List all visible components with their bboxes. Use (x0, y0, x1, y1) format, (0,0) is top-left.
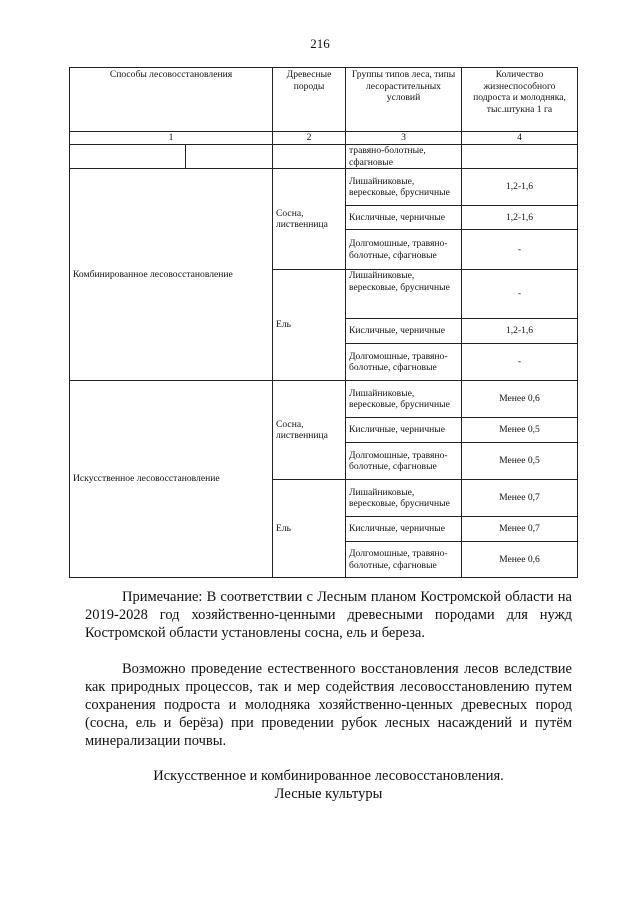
quantity-cell: 1,2-1,6 (462, 169, 578, 206)
section-title-line-1: Искусственное и комбинированное лесовосстановления. (153, 768, 504, 784)
table-row (70, 381, 578, 418)
table-note: Примечание: В соответствии с Лесным планом Костромской области на 2019-2028 год хозяйственно-ценными древесными породами для нужд Костромской области установлены сосна, ель и береза. (85, 589, 572, 641)
forest-type-cell: Кисличные, черничные (346, 517, 462, 542)
body-paragraph: Возможно проведение естественного восстановления лесов вследствие как природных процессов, так и мер содействия лесовосстановлению путем сохранения подроста и молодняка хозяйственно-ценных древесных пород (сосна, ель и берёза) при проведении рубок лесных насаждений и путём минерализации почвы. (85, 661, 572, 749)
note-block (85, 588, 572, 642)
quantity-cell: Менее 0,6 (462, 381, 578, 418)
quantity-cell: - (462, 270, 578, 319)
table-cell-empty (70, 145, 186, 169)
quantity-cell: Менее 0,7 (462, 517, 578, 542)
col-number: 4 (462, 132, 578, 145)
reforestation-table (69, 67, 578, 578)
method-cell: Комбинированное лесовосстановление (70, 169, 273, 381)
table-row (70, 145, 578, 169)
quantity-cell: 1,2-1,6 (462, 319, 578, 344)
species-cell: Ель (273, 480, 346, 578)
header-method: Способы лесовосстановления (70, 68, 273, 132)
header-species: Древесные породы (273, 68, 346, 132)
quantity-cell (462, 145, 578, 169)
table-cell-empty (186, 145, 273, 169)
forest-type-cell: травяно-болотные, сфагновые (346, 145, 462, 169)
quantity-cell: Менее 0,6 (462, 542, 578, 578)
column-number-row (70, 132, 578, 145)
table-cell-empty (273, 145, 346, 169)
forest-type-cell: Лишайниковые, вересковые, брусничные (346, 169, 462, 206)
table-header-row (70, 68, 578, 132)
table-row (70, 169, 578, 206)
quantity-cell: Менее 0,7 (462, 480, 578, 517)
method-cell: Искусственное лесовосстановление (70, 381, 273, 578)
forest-type-cell: Лишайниковые, вересковые, брусничные (346, 381, 462, 418)
section-title-line-2: Лесные культуры (274, 786, 383, 802)
col-number: 1 (70, 132, 273, 145)
quantity-cell: Менее 0,5 (462, 418, 578, 443)
forest-type-cell: Долгомошные, травяно-болотные, сфагновые (346, 230, 462, 270)
quantity-cell: Менее 0,5 (462, 443, 578, 480)
species-cell: Сосна, лиственница (273, 381, 346, 480)
quantity-cell: - (462, 344, 578, 381)
forest-type-cell: Долгомошные, травяно-болотные, сфагновые (346, 542, 462, 578)
quantity-cell: 1,2-1,6 (462, 206, 578, 230)
forest-type-cell: Долгомошные, травяно-болотные, сфагновые (346, 344, 462, 381)
forest-type-cell: Лишайниковые, вересковые, брусничные (346, 270, 462, 319)
forest-type-cell: Лишайниковые, вересковые, брусничные (346, 480, 462, 517)
header-quantity: Количество жизнеспособного подроста и молодняка, тыс.штукна 1 га (462, 68, 578, 132)
species-cell: Ель (273, 270, 346, 381)
quantity-cell: - (462, 230, 578, 270)
species-cell: Сосна, лиственница (273, 169, 346, 270)
body-paragraph-block (85, 660, 572, 750)
forest-type-cell: Кисличные, черничные (346, 319, 462, 344)
forest-type-cell: Кисличные, черничные (346, 418, 462, 443)
header-forest-types: Группы типов леса, типы лесорастительных условий (346, 68, 462, 132)
page-number: 216 (310, 36, 330, 51)
col-number: 2 (273, 132, 346, 145)
forest-type-cell: Кисличные, черничные (346, 206, 462, 230)
forest-type-cell: Долгомошные, травяно-болотные, сфагновые (346, 443, 462, 480)
col-number: 3 (346, 132, 462, 145)
